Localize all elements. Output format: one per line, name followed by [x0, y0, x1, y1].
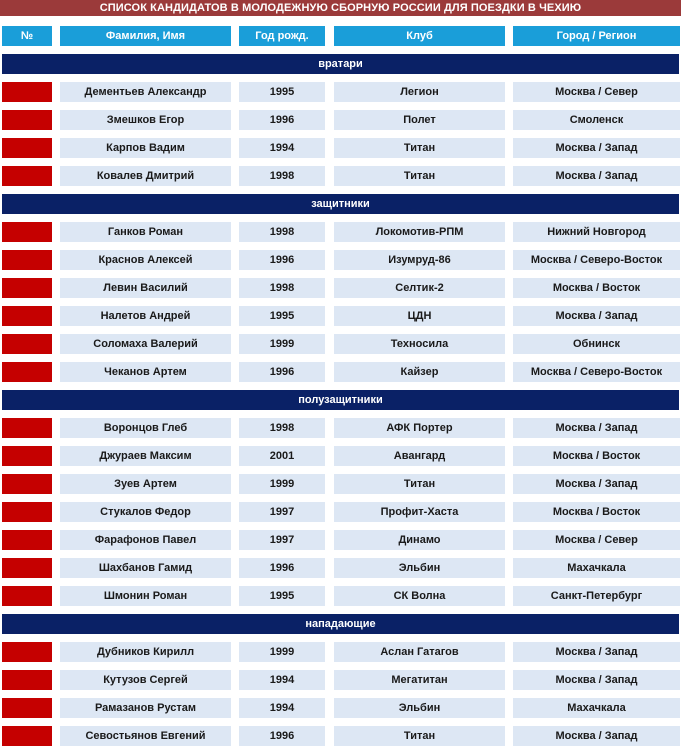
- table-row: [0, 362, 681, 382]
- birth-year-cell: 1996: [239, 250, 325, 270]
- club-cell: Аслан Гатагов: [334, 642, 505, 662]
- number-cell: [2, 418, 52, 438]
- club-cell: Техносила: [334, 334, 505, 354]
- name-cell: Налетов Андрей: [60, 306, 231, 326]
- number-cell: [2, 138, 52, 158]
- birth-year-cell: 1996: [239, 726, 325, 746]
- city-cell: Москва / Северо-Восток: [513, 250, 680, 270]
- number-cell: [2, 82, 52, 102]
- birth-year-cell: 1999: [239, 474, 325, 494]
- club-cell: Полет: [334, 110, 505, 130]
- table-row: [0, 670, 681, 690]
- name-cell: Карпов Вадим: [60, 138, 231, 158]
- number-cell: [2, 446, 52, 466]
- table-row: [0, 306, 681, 326]
- table-row: [0, 278, 681, 298]
- section-header: вратари: [2, 54, 679, 74]
- name-cell: Ковалев Дмитрий: [60, 166, 231, 186]
- column-header: Клуб: [334, 26, 505, 46]
- number-cell: [2, 278, 52, 298]
- city-cell: Москва / Запад: [513, 726, 680, 746]
- column-header: Фамилия, Имя: [60, 26, 231, 46]
- column-header: Год рожд.: [239, 26, 325, 46]
- city-cell: Москва / Запад: [513, 670, 680, 690]
- number-cell: [2, 502, 52, 522]
- city-cell: Москва / Восток: [513, 278, 680, 298]
- table-row: [0, 642, 681, 662]
- birth-year-cell: 1997: [239, 502, 325, 522]
- birth-year-cell: 1996: [239, 110, 325, 130]
- table-row: [0, 222, 681, 242]
- name-cell: Рамазанов Рустам: [60, 698, 231, 718]
- name-cell: Зуев Артем: [60, 474, 231, 494]
- name-cell: Джураев Максим: [60, 446, 231, 466]
- number-cell: [2, 642, 52, 662]
- section-header: полузащитники: [2, 390, 679, 410]
- table-row: [0, 586, 681, 606]
- name-cell: Соломаха Валерий: [60, 334, 231, 354]
- city-cell: Смоленск: [513, 110, 680, 130]
- club-cell: Селтик-2: [334, 278, 505, 298]
- birth-year-cell: 1994: [239, 670, 325, 690]
- number-cell: [2, 586, 52, 606]
- table-row: [0, 250, 681, 270]
- name-cell: Дубников Кирилл: [60, 642, 231, 662]
- number-cell: [2, 362, 52, 382]
- city-cell: Махачкала: [513, 698, 680, 718]
- city-cell: Москва / Восток: [513, 446, 680, 466]
- city-cell: Москва / Северо-Восток: [513, 362, 680, 382]
- name-cell: Севостьянов Евгений: [60, 726, 231, 746]
- number-cell: [2, 698, 52, 718]
- name-cell: Левин Василий: [60, 278, 231, 298]
- column-header: Город / Регион: [513, 26, 680, 46]
- city-cell: Москва / Север: [513, 82, 680, 102]
- table-row: [0, 502, 681, 522]
- table-row: [0, 166, 681, 186]
- column-header: №: [2, 26, 52, 46]
- name-cell: Шахбанов Гамид: [60, 558, 231, 578]
- name-cell: Краснов Алексей: [60, 250, 231, 270]
- birth-year-cell: 1999: [239, 334, 325, 354]
- name-cell: Шмонин Роман: [60, 586, 231, 606]
- number-cell: [2, 726, 52, 746]
- table-row: [0, 558, 681, 578]
- name-cell: Стукалов Федор: [60, 502, 231, 522]
- club-cell: Кайзер: [334, 362, 505, 382]
- number-cell: [2, 474, 52, 494]
- name-cell: Воронцов Глеб: [60, 418, 231, 438]
- birth-year-cell: 1995: [239, 82, 325, 102]
- club-cell: Профит-Хаста: [334, 502, 505, 522]
- club-cell: ЦДН: [334, 306, 505, 326]
- section-header: нападающие: [2, 614, 679, 634]
- birth-year-cell: 1997: [239, 530, 325, 550]
- number-cell: [2, 166, 52, 186]
- page-title: СПИСОК КАНДИДАТОВ В МОЛОДЕЖНУЮ СБОРНУЮ РОССИИ ДЛЯ ПОЕЗДКИ В ЧЕХИЮ: [0, 0, 681, 16]
- city-cell: Москва / Запад: [513, 418, 680, 438]
- city-cell: Махачкала: [513, 558, 680, 578]
- club-cell: АФК Портер: [334, 418, 505, 438]
- number-cell: [2, 530, 52, 550]
- club-cell: Титан: [334, 138, 505, 158]
- birth-year-cell: 1996: [239, 558, 325, 578]
- birth-year-cell: 1994: [239, 138, 325, 158]
- number-cell: [2, 306, 52, 326]
- club-cell: Динамо: [334, 530, 505, 550]
- table-row: [0, 82, 681, 102]
- club-cell: Легион: [334, 82, 505, 102]
- club-cell: Локомотив-РПМ: [334, 222, 505, 242]
- city-cell: Москва / Запад: [513, 306, 680, 326]
- club-cell: Эльбин: [334, 698, 505, 718]
- table-row: [0, 334, 681, 354]
- birth-year-cell: 1999: [239, 642, 325, 662]
- club-cell: Титан: [334, 166, 505, 186]
- table-row: [0, 446, 681, 466]
- city-cell: Москва / Запад: [513, 166, 680, 186]
- birth-year-cell: 1998: [239, 418, 325, 438]
- city-cell: Санкт-Петербург: [513, 586, 680, 606]
- table-row: [0, 110, 681, 130]
- name-cell: Фарафонов Павел: [60, 530, 231, 550]
- city-cell: Москва / Восток: [513, 502, 680, 522]
- name-cell: Кутузов Сергей: [60, 670, 231, 690]
- birth-year-cell: 1995: [239, 306, 325, 326]
- city-cell: Москва / Запад: [513, 138, 680, 158]
- name-cell: Змешков Егор: [60, 110, 231, 130]
- name-cell: Ганков Роман: [60, 222, 231, 242]
- city-cell: Москва / Запад: [513, 474, 680, 494]
- table-row: [0, 698, 681, 718]
- club-cell: Авангард: [334, 446, 505, 466]
- table-row: [0, 418, 681, 438]
- club-cell: Титан: [334, 474, 505, 494]
- number-cell: [2, 222, 52, 242]
- birth-year-cell: 2001: [239, 446, 325, 466]
- club-cell: Эльбин: [334, 558, 505, 578]
- number-cell: [2, 250, 52, 270]
- birth-year-cell: 1996: [239, 362, 325, 382]
- name-cell: Чеканов Артем: [60, 362, 231, 382]
- birth-year-cell: 1998: [239, 278, 325, 298]
- club-cell: Титан: [334, 726, 505, 746]
- number-cell: [2, 558, 52, 578]
- number-cell: [2, 334, 52, 354]
- number-cell: [2, 670, 52, 690]
- club-cell: Изумруд-86: [334, 250, 505, 270]
- table-row: [0, 726, 681, 746]
- section-header: защитники: [2, 194, 679, 214]
- birth-year-cell: 1994: [239, 698, 325, 718]
- city-cell: Москва / Север: [513, 530, 680, 550]
- number-cell: [2, 110, 52, 130]
- city-cell: Обнинск: [513, 334, 680, 354]
- birth-year-cell: 1995: [239, 586, 325, 606]
- birth-year-cell: 1998: [239, 166, 325, 186]
- table-header: [0, 26, 681, 46]
- club-cell: СК Волна: [334, 586, 505, 606]
- birth-year-cell: 1998: [239, 222, 325, 242]
- city-cell: Москва / Запад: [513, 642, 680, 662]
- table-row: [0, 474, 681, 494]
- club-cell: Мегатитан: [334, 670, 505, 690]
- table-row: [0, 530, 681, 550]
- city-cell: Нижний Новгород: [513, 222, 680, 242]
- name-cell: Дементьев Александр: [60, 82, 231, 102]
- table-row: [0, 138, 681, 158]
